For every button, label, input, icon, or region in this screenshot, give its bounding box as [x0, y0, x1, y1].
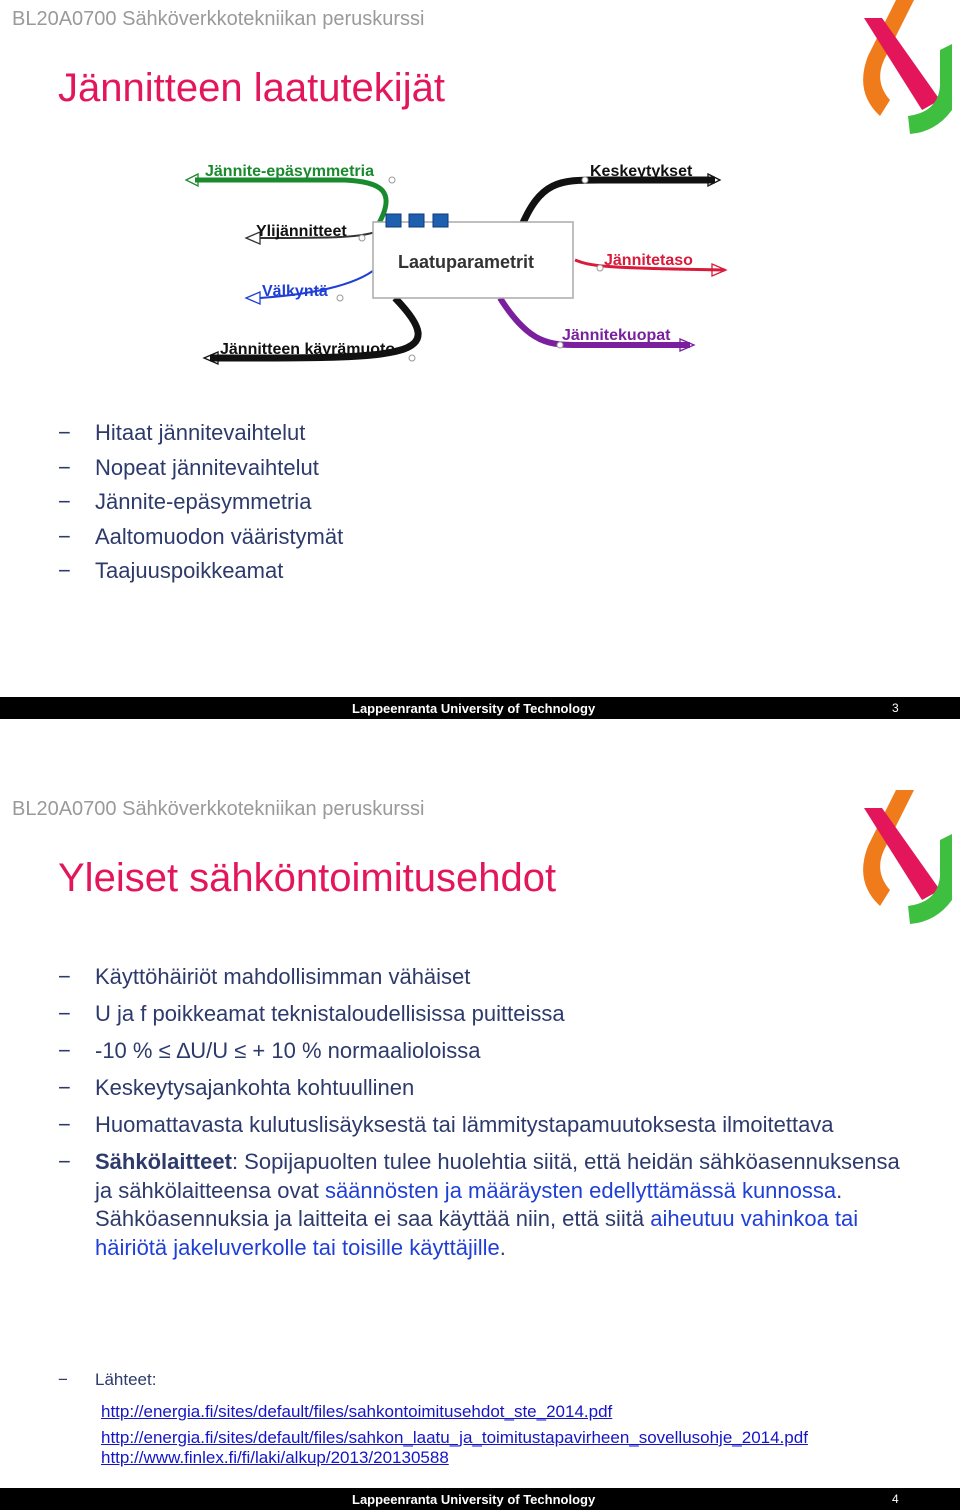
list-item: − Keskeytysajankohta kohtuullinen [58, 1075, 415, 1100]
slide-footer [0, 1488, 960, 1510]
university-logo [854, 0, 952, 136]
slide-3 [0, 0, 960, 720]
slide-title: Yleiset sähköntoimitusehdot [58, 856, 557, 900]
list-item: − -10 % ≤ ∆U/U ≤ + 10 % normaalioloissa [58, 1038, 481, 1063]
sources-label: − Lähteet: [58, 1370, 157, 1389]
list-item: − Hitaat jännitevaihtelut [58, 420, 306, 445]
appliances-label: Sähkölaitteet [95, 1149, 232, 1174]
course-title: BL20A0700 Sähköverkkotekniikan peruskurssi [12, 8, 425, 30]
source-link[interactable]: http://www.finlex.fi/fi/laki/alkup/2013/20130588 [101, 1448, 449, 1467]
list-item: − U ja f poikkeamat teknistaloudellisissa puitteissa [58, 1001, 565, 1026]
center-label: Laatuparametrit [398, 252, 535, 272]
page-number: 3 [892, 701, 899, 715]
source-link[interactable]: http://energia.fi/sites/default/files/sahkon_laatu_ja_toimitustapavirheen_sovellusohje_2014.pdf [101, 1428, 808, 1447]
node-jannitteen-kayramuoto: Jännitteen käyrämuoto [220, 341, 396, 358]
list-item: − Nopeat jännitevaihtelut [58, 454, 319, 480]
slide-4 [0, 790, 960, 1510]
node-ylijannitteet: Ylijännitteet [256, 223, 347, 240]
slide-title: Jännitteen laatutekijät [58, 66, 445, 110]
university-name: Lappeenranta University of Technology [352, 701, 596, 716]
source-links [101, 1400, 808, 1468]
slide-footer [0, 697, 960, 719]
list-item: − Huomattavasta kulutuslisäyksestä tai lämmitystapamuutoksesta ilmoitettava [58, 1112, 834, 1137]
node-keskeytykset: Keskeytykset [590, 163, 693, 180]
node-valkynta: Välkyntä [262, 283, 328, 300]
quality-parameters-mindmap [180, 150, 740, 365]
node-jannitekuopat: Jännitekuopat [562, 327, 671, 344]
source-link[interactable]: http://energia.fi/sites/default/files/sahkontoimitusehdot_ste_2014.pdf [101, 1402, 613, 1421]
list-item: − Aaltomuodon vääristymät [58, 523, 344, 549]
supply-terms-list [58, 963, 918, 1271]
university-name: Lappeenranta University of Technology [352, 1492, 596, 1507]
list-item: − Käyttöhäiriöt mahdollisimman vähäiset [58, 964, 471, 989]
highlight-regulations: säännösten ja määräysten edellyttämässä kunnossa [324, 1177, 837, 1203]
node-jannite-epasymmetria: Jännite-epäsymmetria [205, 163, 374, 180]
list-item: − Taajuuspoikkeamat [58, 558, 284, 583]
highlight-damage: aiheutuu vahinkoa tai häiriötä jakeluverkolle tai toisille käyttäjille [95, 1206, 859, 1260]
sources-section [58, 1370, 808, 1467]
university-logo [854, 790, 952, 926]
course-title: BL20A0700 Sähköverkkotekniikan peruskurssi [12, 798, 425, 820]
list-item-appliances: − Sähkölaitteet: Sopijapuolten tulee huolehtia siitä, että heidän sähköasennuksensa ja sähkölaitteensa ovat säännösten ja määräysten edellyttämässä kunnossa. Sähköasennuksia ja laitteita ei saa käyttää niin, että siitä aiheutuu vahinkoa tai häiriötä jakeluverkolle tai toisille käyttäjille. [58, 1149, 900, 1260]
list-item: − Jännite-epäsymmetria [58, 489, 312, 514]
quality-factor-list [58, 416, 343, 589]
node-jannitetaso: Jännitetaso [604, 252, 693, 269]
page-number: 4 [892, 1492, 899, 1506]
